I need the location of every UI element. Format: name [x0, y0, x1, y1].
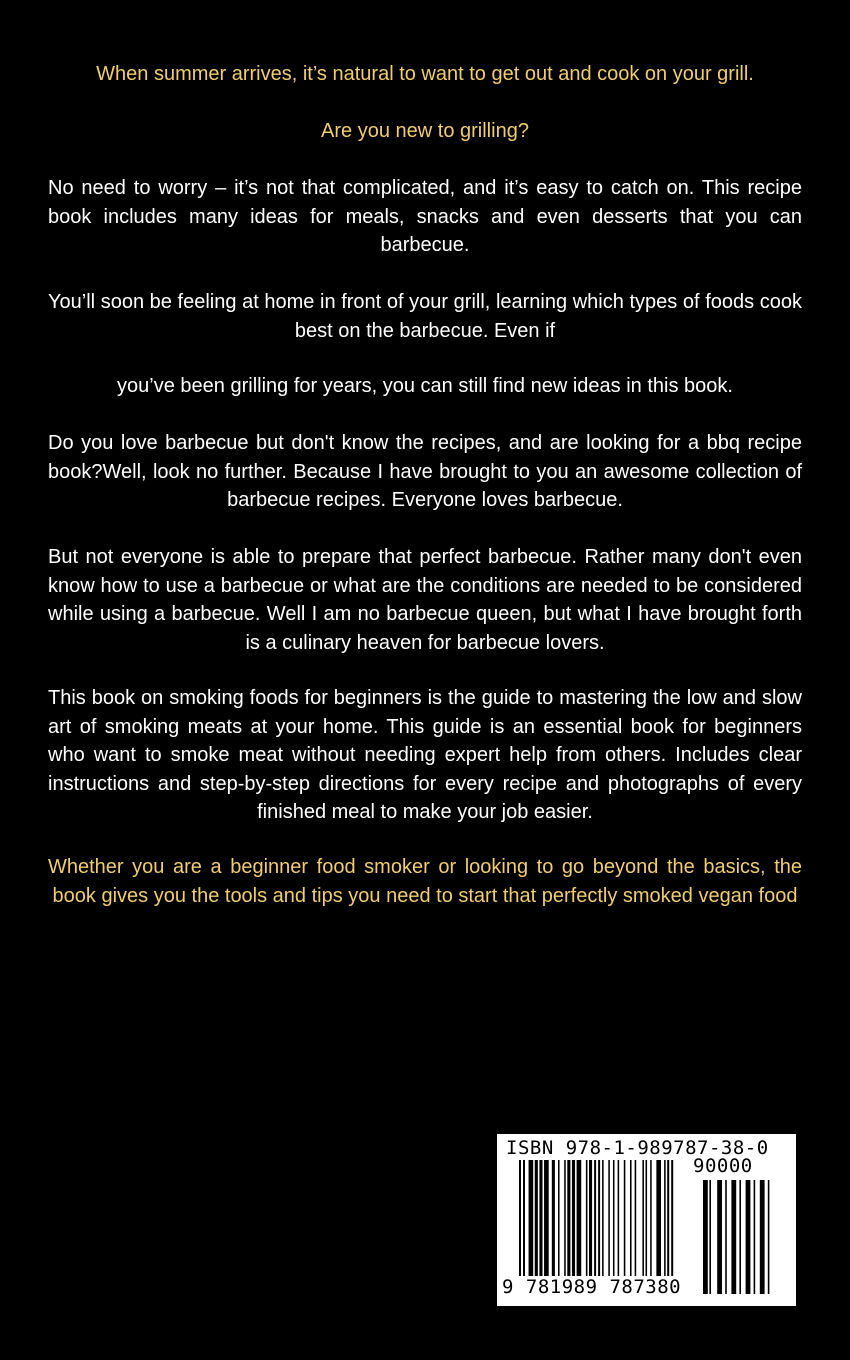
barcode-bar: [613, 1160, 615, 1276]
barcode-bar: [671, 1160, 673, 1286]
barcode-bar: [519, 1160, 521, 1286]
barcode-bar: [667, 1160, 669, 1286]
barcode-bar: [618, 1160, 620, 1276]
barcode-bar: [539, 1160, 542, 1276]
barcode-bar: [624, 1160, 626, 1276]
barcode-bar: [572, 1160, 575, 1276]
barcode-bar: [650, 1160, 652, 1276]
barcode-bar: [608, 1160, 610, 1276]
barcode-bar: [558, 1160, 560, 1276]
isbn-label: ISBN 978-1-989787-38-0: [506, 1137, 769, 1159]
barcode-bar: [602, 1160, 604, 1286]
barcode-bar: [529, 1160, 534, 1276]
barcode-bar: [594, 1160, 596, 1286]
barcode-bar: [717, 1180, 722, 1294]
barcode-bar: [664, 1160, 666, 1276]
barcode-bar: [646, 1160, 648, 1276]
paragraph-feeling-home: You’ll soon be feeling at home in front of your grill, learning which types of foods cook best on the barbecue. Even if: [48, 291, 802, 342]
isbn-barcode: [497, 1134, 796, 1306]
paragraph-years: you’ve been grilling for years, you can still find new ideas in this book.: [117, 375, 733, 397]
paragraph-smoking-guide: This book on smoking foods for beginners is the guide to mastering the low and slow art of smoking meats at your home. This guide is an essential book for beginners who want to smoke meat without needing expert help from others. Includes clear instructions and step-by-step directions for every recipe and photographs of every finished meal to make your job easier.: [48, 687, 802, 823]
paragraph-not-everyone: But not everyone is able to prepare that perfect barbecue. Rather many don't even know how to use a barbecue or what are the conditions are needed to be considered while using a barbecue. Well I am no barbecue queen, but what I have brought forth is a culinary heaven for barbecue lovers.: [48, 546, 802, 654]
barcode-bar: [768, 1180, 770, 1294]
barcode-bar: [564, 1160, 566, 1276]
barcode-bar: [535, 1160, 538, 1276]
closing-paragraph: Whether you are a beginner food smoker or looking to go beyond the basics, the book gives you the tools and tips you need to start that perfectly smoked vegan food: [48, 856, 802, 907]
barcode-bar: [589, 1160, 592, 1276]
barcode-bar: [598, 1160, 600, 1286]
barcode-bar: [746, 1180, 751, 1294]
barcode-bar: [552, 1160, 555, 1276]
barcode-bar: [703, 1180, 708, 1294]
barcode-bar: [725, 1180, 727, 1294]
barcode-bar: [656, 1160, 661, 1276]
paragraph-love-barbecue: Do you love barbecue but don't know the recipes, and are looking for a bbq recipe book?Well, look no further. Because I have brought to you an awesome collection of barbecue recipes. Everyone loves barbecue.: [48, 432, 802, 511]
barcode-bar: [709, 1180, 711, 1294]
barcode-bar: [577, 1160, 582, 1276]
barcode-bar: [630, 1160, 632, 1276]
question-line: Are you new to grilling?: [321, 120, 529, 142]
barcode-bar: [523, 1160, 525, 1286]
barcode-bar: [754, 1180, 756, 1294]
barcode-bar: [635, 1160, 637, 1276]
barcode-bar: [731, 1180, 736, 1294]
intro-line: When summer arrives, it’s natural to want to get out and cook on your grill.: [96, 63, 754, 85]
barcode-bar: [567, 1160, 570, 1276]
barcode-bar: [642, 1160, 644, 1276]
barcode-bar: [544, 1160, 549, 1276]
barcode-bar: [586, 1160, 588, 1276]
paragraph-worry: No need to worry – it’s not that complicated, and it’s easy to catch on. This recipe book includes many ideas for meals, snacks and even desserts that you can barbecue.: [48, 177, 802, 256]
barcode-bar: [739, 1180, 741, 1294]
barcode-number: 9 781989 787380: [502, 1276, 682, 1298]
barcode-addon-number: 90000: [693, 1155, 753, 1177]
barcode-bar: [760, 1180, 765, 1294]
